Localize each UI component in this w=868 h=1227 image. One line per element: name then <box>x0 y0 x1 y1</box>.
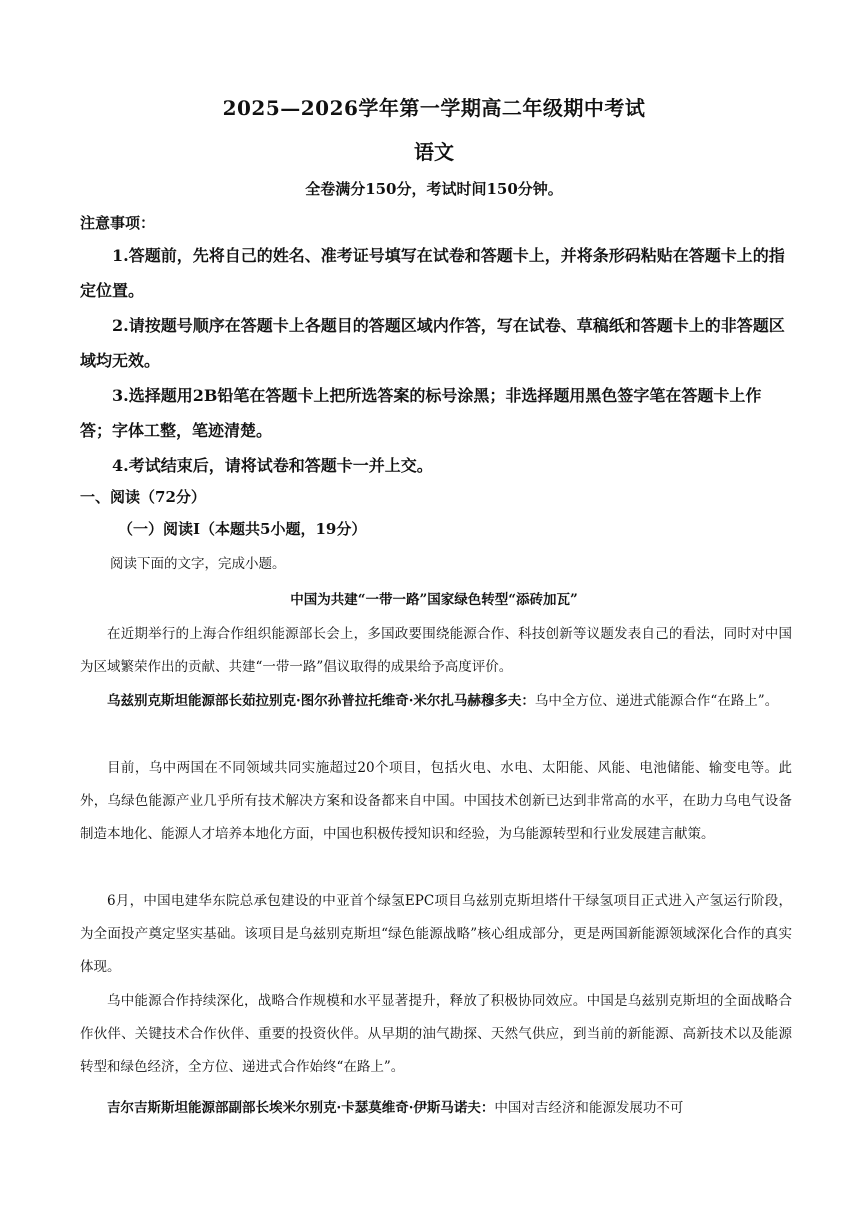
notice-heading: 注意事项： <box>80 214 156 232</box>
speaker-name: 乌兹别克斯坦能源部长茹拉别克·图尔孙普拉托维奇·米尔扎马赫穆多夫： <box>107 693 535 709</box>
article-paragraph-1: 在近期举行的上海合作组织能源部长会上，多国政要围绕能源合作、科技创新等议题发表自己的看法，同时对中国为区域繁荣作出的贡献、共建“一带一路”倡议取得的成果给予高度评价。 <box>80 626 792 675</box>
exam-title: 2025—2026学年第一学期高二年级期中考试 <box>222 96 646 120</box>
exam-info: 全卷满分150分，考试时间150分钟。 <box>305 180 563 198</box>
notice-item-3: 3.选择题用2B铅笔在答题卡上把所选答案的标号涂黑；非选择题用黑色签字笔在答题卡上作答；字体工整，笔迹清楚。 <box>80 386 762 440</box>
article-paragraph-2 <box>80 685 792 718</box>
article-paragraph-3: 目前，乌中两国在不同领域共同实施超过20个项目，包括火电、水电、太阳能、风能、电池储能、输变电等。此外，乌绿色能源产业几乎所有技术解决方案和设备都来自中国。中国技术创新已达到非常高的水平，在助力乌电气设备制造本地化、能源人才培养本地化方面，中国也积极传授知识和经验，为乌能源转型和行业发展建言献策。 <box>80 760 792 842</box>
exam-subject: 语文 <box>414 140 454 164</box>
article-paragraph-6 <box>80 1092 792 1125</box>
reading-instruction: 阅读下面的文字，完成小题。 <box>110 556 286 572</box>
notice-item-2: 2.请按题号顺序在答题卡上各题目的答题区域内作答，写在试卷、草稿纸和答题卡上的非答题区域均无效。 <box>80 316 785 370</box>
notice-item-4: 4.考试结束后，请将试卷和答题卡一并上交。 <box>112 456 433 475</box>
article-paragraph-5: 乌中能源合作持续深化，战略合作规模和水平显著提升，释放了积极协同效应。中国是乌兹别克斯坦的全面战略合作伙伴、关键技术合作伙伴、重要的投资伙伴。从早期的油气勘探、天然气供应，到当前的新能源、高新技术以及能源转型和绿色经济，全方位、递进式合作始终“在路上”。 <box>80 993 792 1075</box>
article-title: 中国为共建“一带一路”国家绿色转型“添砖加瓦” <box>290 592 578 608</box>
article-paragraph-4: 6月，中国电建华东院总承包建设的中亚首个绿氢EPC项目乌兹别克斯坦塔什干绿氢项目正式进入产氢运行阶段，为全面投产奠定坚实基础。该项目是乌兹别克斯坦“绿色能源战略”核心组成部分，更是两国新能源领域深化合作的真实体现。 <box>80 893 792 975</box>
speaker-quote: 乌中全方位、递进式能源合作“在路上”。 <box>534 693 779 709</box>
subsection-title: （一）阅读Ⅰ（本题共5小题，19分） <box>118 520 367 538</box>
speaker-quote: 中国对吉经济和能源发展功不可 <box>494 1100 684 1116</box>
notice-item-1: 1.答题前，先将自己的姓名、准考证号填写在试卷和答题卡上，并将条形码粘贴在答题卡上的指定位置。 <box>80 246 785 300</box>
speaker-name: 吉尔吉斯斯坦能源部副部长埃米尔别克·卡瑟莫维奇·伊斯马诺夫： <box>107 1100 495 1116</box>
section-title: 一、阅读（72分） <box>80 488 206 506</box>
